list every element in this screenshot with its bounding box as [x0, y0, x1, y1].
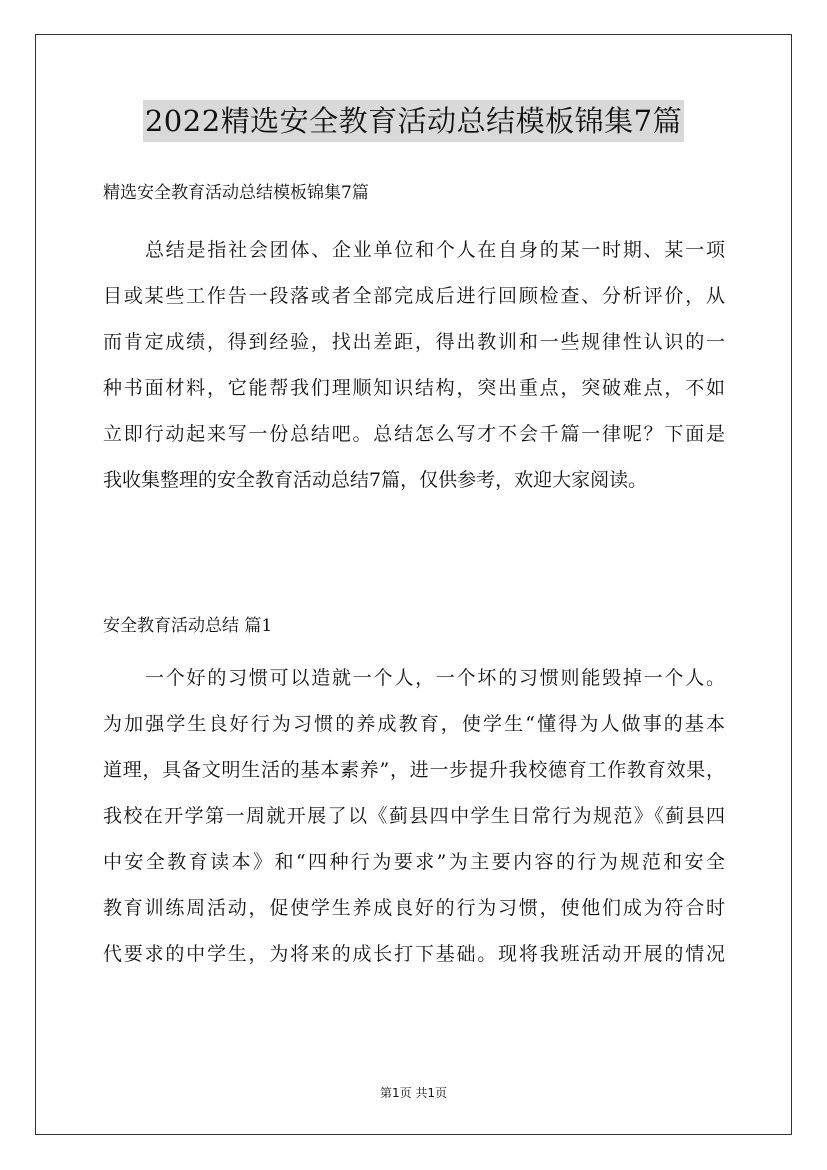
paragraph-line: 目或某些工作告一段落或者全部完成后进行回顾检查、分析评价，从 — [103, 285, 725, 307]
paragraph-line: 为加强学生良好行为习惯的养成教育，使学生“懂得为人做事的基本 — [103, 713, 725, 735]
paragraph-line: 立即行动起来写一份总结吧。总结怎么写才不会千篇一律呢？下面是 — [103, 423, 725, 445]
paragraph-line: 一个好的习惯可以造就一个人，一个坏的习惯则能毁掉一个人。 — [145, 667, 725, 689]
title-wrap — [0, 100, 827, 142]
paragraph-line: 总结是指社会团体、企业单位和个人在自身的某一时期、某一项 — [145, 239, 725, 261]
document-subtitle: 精选安全教育活动总结模板锦集7篇 — [103, 183, 369, 203]
intro-paragraph — [103, 227, 725, 503]
paragraph-line: 道理，具备文明生活的基本素养”，进一步提升我校德育工作教育效果， — [103, 759, 725, 781]
paragraph-line: 而肯定成绩，得到经验，找出差距，得出教训和一些规律性认识的一 — [103, 331, 725, 353]
paragraph-line: 种书面材料，它能帮我们理顺知识结构，突出重点，突破难点，不如 — [103, 377, 725, 399]
paragraph-line: 教育训练周活动，促使学生养成良好的行为习惯，使他们成为符合时 — [103, 897, 725, 919]
section-heading: 安全教育活动总结 篇1 — [103, 616, 273, 636]
paragraph-line: 代要求的中学生，为将来的成长打下基础。现将我班活动开展的情况 — [103, 943, 725, 965]
paragraph-line: 中安全教育读本》和“四种行为要求”为主要内容的行为规范和安全 — [103, 851, 725, 873]
paragraph-line: 我收集整理的安全教育活动总结7篇，仅供参考，欢迎大家阅读。 — [103, 469, 648, 491]
paragraph-line: 我校在开学第一周就开展了以《蓟县四中学生日常行为规范》《蓟县四 — [103, 805, 725, 827]
section-paragraph — [103, 655, 725, 977]
page-footer: 第1页 共1页 — [379, 1086, 448, 1100]
document-title: 2022精选安全教育活动总结模板锦集7篇 — [143, 100, 684, 142]
